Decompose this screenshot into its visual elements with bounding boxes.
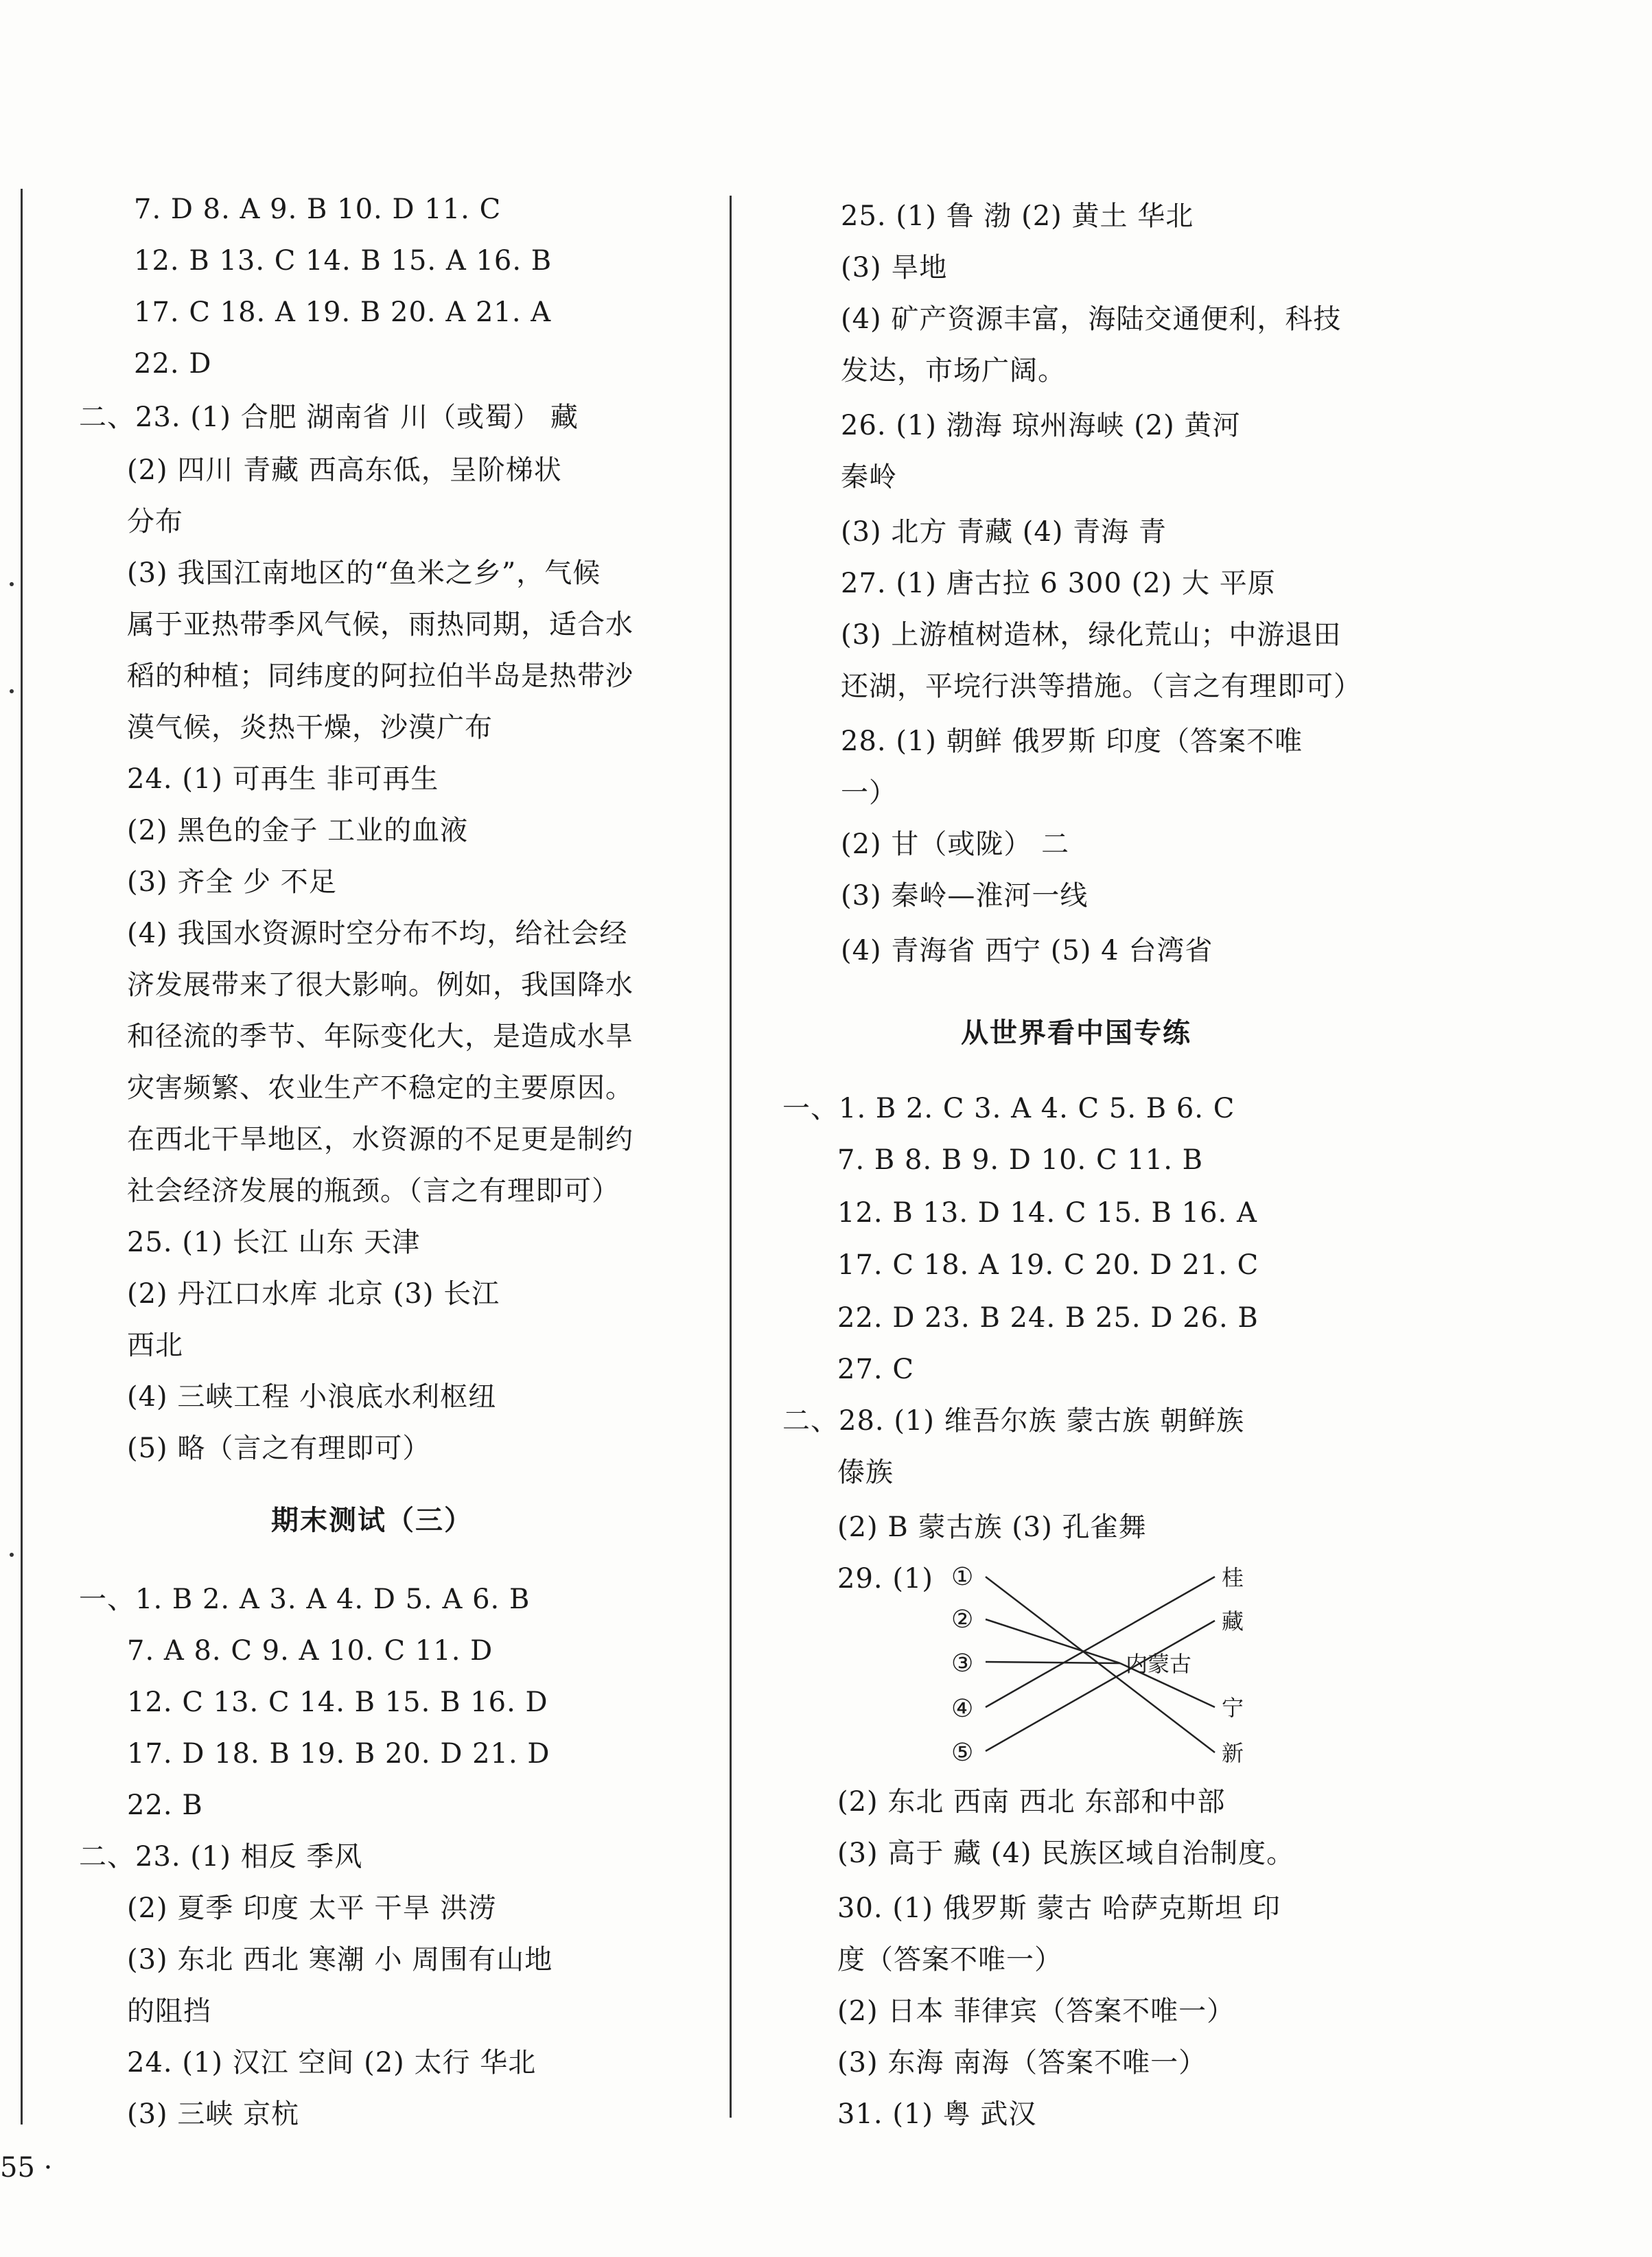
answer-line: 12. C 13. C 14. B 15. B 16. D [127, 1687, 548, 1718]
match-line-4 [986, 1577, 1215, 1707]
answer-line: (2) 丹江口水库 北京 (3) 长江 [127, 1278, 500, 1310]
answer-line: 27. C [837, 1354, 914, 1385]
answer-line: 二、28. (1) 维吾尔族 蒙古族 朝鲜族 [782, 1405, 1245, 1437]
match-left-2: ② [951, 1606, 974, 1634]
answer-line: (4) 青海省 西宁 (5) 4 台湾省 [841, 935, 1213, 967]
page-number: 55 · [0, 2152, 53, 2184]
section-heading: 期末测试（三） [271, 1505, 473, 1536]
margin-mark [10, 689, 14, 693]
answer-line: 灾害频繁、农业生产不稳定的主要原因。 [127, 1072, 633, 1104]
margin-mark [10, 1553, 14, 1557]
answer-line: 二、23. (1) 相反 季风 [79, 1841, 363, 1873]
answer-line: (3) 齐全 少 不足 [127, 866, 337, 898]
answer-line: 济发展带来了很大影响。例如，我国降水 [127, 969, 633, 1001]
match-left-4: ④ [951, 1695, 974, 1723]
answer-line: 傣族 [837, 1457, 894, 1488]
answer-line: 17. C 18. A 19. C 20. D 21. C [837, 1249, 1259, 1281]
answer-line: 28. (1) 朝鲜 俄罗斯 印度（答案不唯 [841, 726, 1303, 757]
match-line-3 [986, 1662, 1120, 1663]
answer-line: 一） [841, 777, 897, 809]
answer-line: 25. (1) 鲁 渤 (2) 黄土 华北 [841, 200, 1194, 232]
answer-line: (2) B 蒙古族 (3) 孔雀舞 [837, 1512, 1147, 1543]
answer-line: 22. D [134, 348, 212, 380]
match-right-5: 新 [1222, 1740, 1244, 1766]
answer-line: (3) 秦岭—淮河一线 [841, 880, 1089, 912]
answer-line: 属于亚热带季风气候，雨热同期，适合水 [127, 609, 633, 640]
answer-line: (4) 矿产资源丰富，海陆交通便利，科技 [841, 303, 1342, 335]
answer-line: 26. (1) 渤海 琼州海峡 (2) 黄河 [841, 410, 1241, 441]
answer-line: (3) 北方 青藏 (4) 青海 青 [841, 516, 1167, 548]
match-right-4: 宁 [1222, 1695, 1244, 1721]
answer-line: 在西北干旱地区，水资源的不足更是制约 [127, 1124, 633, 1155]
answer-line: (2) 黑色的金子 工业的血液 [127, 815, 469, 846]
match-right-1: 桂 [1222, 1564, 1244, 1590]
answer-line: (2) 日本 菲律宾（答案不唯一） [837, 1995, 1235, 2027]
answer-line: 社会经济发展的瓶颈。（言之有理即可） [127, 1175, 620, 1207]
answer-line: (3) 旱地 [841, 252, 948, 283]
answer-line: 25. (1) 长江 山东 天津 [127, 1227, 421, 1258]
answer-line: 一、1. B 2. C 3. A 4. C 5. B 6. C [782, 1093, 1235, 1124]
answer-line: 22. D 23. B 24. B 25. D 26. B [837, 1302, 1259, 1334]
answer-line: (2) 夏季 印度 太平 干旱 洪涝 [127, 1893, 497, 1924]
answer-line: 24. (1) 汉江 空间 (2) 太行 华北 [127, 2047, 537, 2079]
margin-mark [10, 582, 14, 586]
match-right-2: 藏 [1222, 1608, 1244, 1634]
answer-line: 漠气候，炎热干燥，沙漠广布 [127, 712, 493, 743]
answer-line: 秦岭 [841, 461, 897, 493]
answer-line: (3) 东海 南海（答案不唯一） [837, 2047, 1207, 2079]
answer-line: 7. B 8. B 9. D 10. C 11. B [837, 1144, 1204, 1176]
answer-line: 稻的种植；同纬度的阿拉伯半岛是热带沙 [127, 660, 633, 692]
answer-line: (3) 三峡 京杭 [127, 2098, 300, 2130]
answer-line: 17. D 18. B 19. B 20. D 21. D [127, 1738, 550, 1770]
answer-line: 27. (1) 唐古拉 6 300 (2) 大 平原 [841, 568, 1276, 599]
answer-line: 发达，市场广阔。 [841, 355, 1066, 386]
answer-line: (2) 甘（或陇） 二 [841, 829, 1070, 860]
answer-line: 的阻挡 [127, 1995, 211, 2027]
answer-line: 分布 [127, 506, 183, 537]
match-right-3: 内蒙古 [1126, 1651, 1192, 1677]
left-margin-rule [21, 189, 23, 2125]
answer-line: (5) 略（言之有理即可） [127, 1433, 431, 1464]
answer-line: (4) 三峡工程 小浪底水利枢纽 [127, 1381, 497, 1413]
answer-line: 31. (1) 粤 武汉 [837, 2098, 1037, 2130]
answer-line: 二、23. (1) 合肥 湖南省 川（或蜀） 藏 [79, 402, 579, 433]
answer-line: 24. (1) 可再生 非可再生 [127, 763, 439, 795]
match-line-5 [986, 1621, 1215, 1751]
answer-line: (4) 我国水资源时空分布不均，给社会经 [127, 918, 628, 949]
answer-line: (2) 东北 西南 西北 东部和中部 [837, 1786, 1226, 1818]
answer-line: 30. (1) 俄罗斯 蒙古 哈萨克斯坦 印 [837, 1893, 1281, 1924]
answer-line: 22. B [127, 1790, 203, 1821]
match-left-3: ③ [951, 1650, 974, 1678]
matching-diagram [947, 1555, 1304, 1774]
answer-line: 西北 [127, 1330, 183, 1361]
answer-line: (3) 高于 藏 (4) 民族区域自治制度。 [837, 1838, 1295, 1869]
answer-line: 还湖，平垸行洪等措施。（言之有理即可） [841, 671, 1362, 702]
answer-line: (3) 东北 西北 寒潮 小 周围有山地 [127, 1944, 553, 1976]
answer-line: 度（答案不唯一） [837, 1944, 1062, 1976]
answer-line: 7. D 8. A 9. B 10. D 11. C [134, 194, 502, 225]
answer-line: (3) 上游植树造林，绿化荒山；中游退田 [841, 619, 1342, 651]
answer-line: 12. B 13. D 14. C 15. B 16. A [837, 1197, 1257, 1229]
answer-line: 17. C 18. A 19. B 20. A 21. A [134, 297, 552, 328]
answer-line: 12. B 13. C 14. B 15. A 16. B [134, 245, 552, 277]
answer-line: 和径流的季节、年际变化大，是造成水旱 [127, 1021, 633, 1052]
column-divider [730, 196, 732, 2118]
match-left-5: ⑤ [951, 1739, 974, 1767]
answer-line: 一、1. B 2. A 3. A 4. D 5. A 6. B [79, 1584, 531, 1615]
match-left-1: ① [951, 1563, 974, 1591]
answer-line: (3) 我国江南地区的“鱼米之乡”，气候 [127, 557, 601, 589]
matching-label: 29. (1) [837, 1563, 933, 1595]
section-heading: 从世界看中国专练 [961, 1017, 1191, 1049]
answer-line: 7. A 8. C 9. A 10. C 11. D [127, 1635, 493, 1667]
answer-line: (2) 四川 青藏 西高东低，呈阶梯状 [127, 454, 562, 486]
